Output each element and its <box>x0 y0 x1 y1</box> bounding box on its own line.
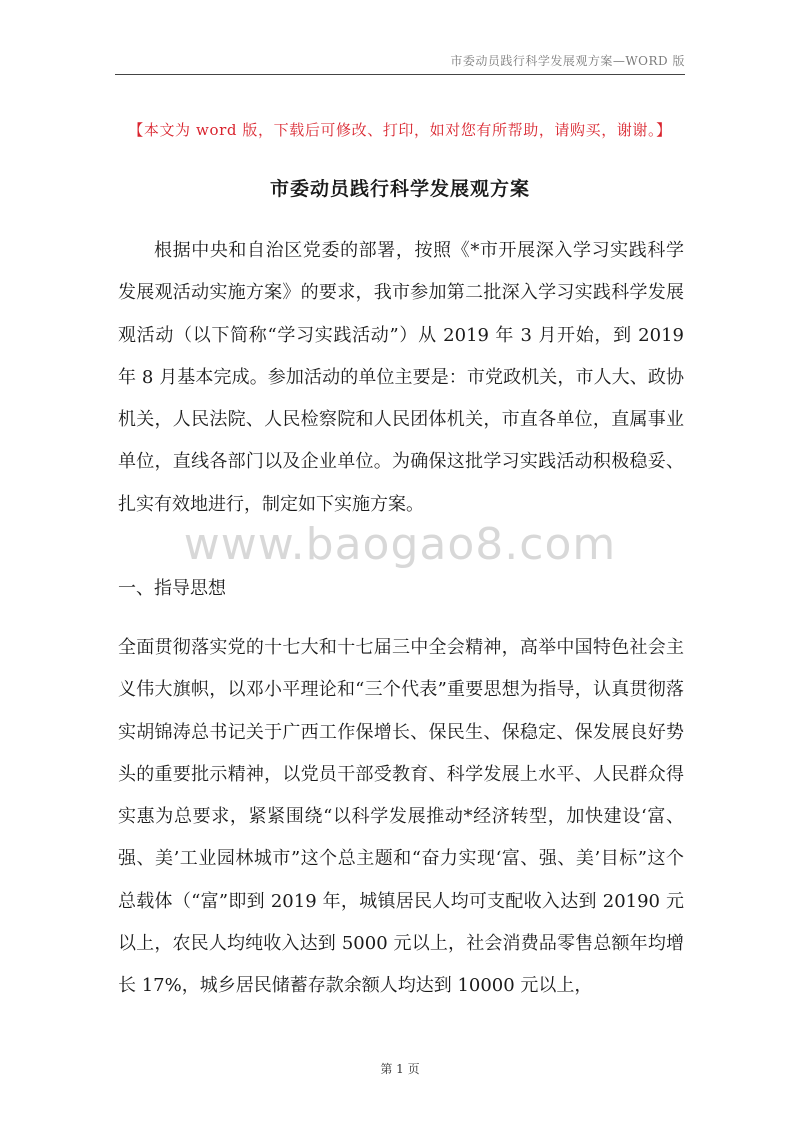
guiding-ideology-paragraph: 全面贯彻落实党的十七大和十七届三中全会精神，高举中国特色社会主义伟大旗帜，以邓小平理论和“三个代表”重要思想为指导，认真贯彻落实胡锦涛总书记关于广西工作保增长、保民生、保稳定、保发展良好势头的重要批示精神，以党员干部受教育、科学发展上水平、人民群众得实惠为总要求，紧紧围绕“以科学发展推动*经济转型，加快建设‘富、强、美’工业园林城市”这个总主题和“奋力实现‘富、强、美’目标”这个总载体（“富”即到 2019 年，城镇居民人均可支配收入达到 20190 元以上，农民人均纯收入达到 5000 元以上，社会消费品零售总额年均增长 17%，城乡居民储蓄存款余额人均达到 10000 元以上， <box>118 637 684 997</box>
watermark: www.baogao8.com <box>183 519 617 570</box>
section-heading-guiding-ideology: 一、指导思想 <box>118 578 226 599</box>
header-divider <box>115 74 685 75</box>
page-number: 第 1 页 <box>380 1062 420 1076</box>
document-title: 市委动员践行科学发展观方案 <box>269 178 530 200</box>
intro-paragraph: 根据中央和自治区党委的部署，按照《*市开展深入学习实践科学发展观活动实施方案》的要求，我市参加第二批深入学习实践科学发展观活动（以下简称“学习实践活动”）从 2019 年 3 月开始，到 2019 年 8 月基本完成。参加活动的单位主要是：市党政机关，市人大、政协机关，人民法院、人民检察院和人民团体机关，市直各单位，直属事业单位，直线各部门以及企业单位。为确保这批学习实践活动积极稳妥、扎实有效地进行，制定如下实施方案。 <box>118 240 684 515</box>
purchase-notice: 【本文为 word 版，下载后可修改、打印，如对您有所帮助，请购买，谢谢。】 <box>128 121 672 139</box>
header-title: 市委动员践行科学发展观方案—WORD 版 <box>450 54 685 68</box>
